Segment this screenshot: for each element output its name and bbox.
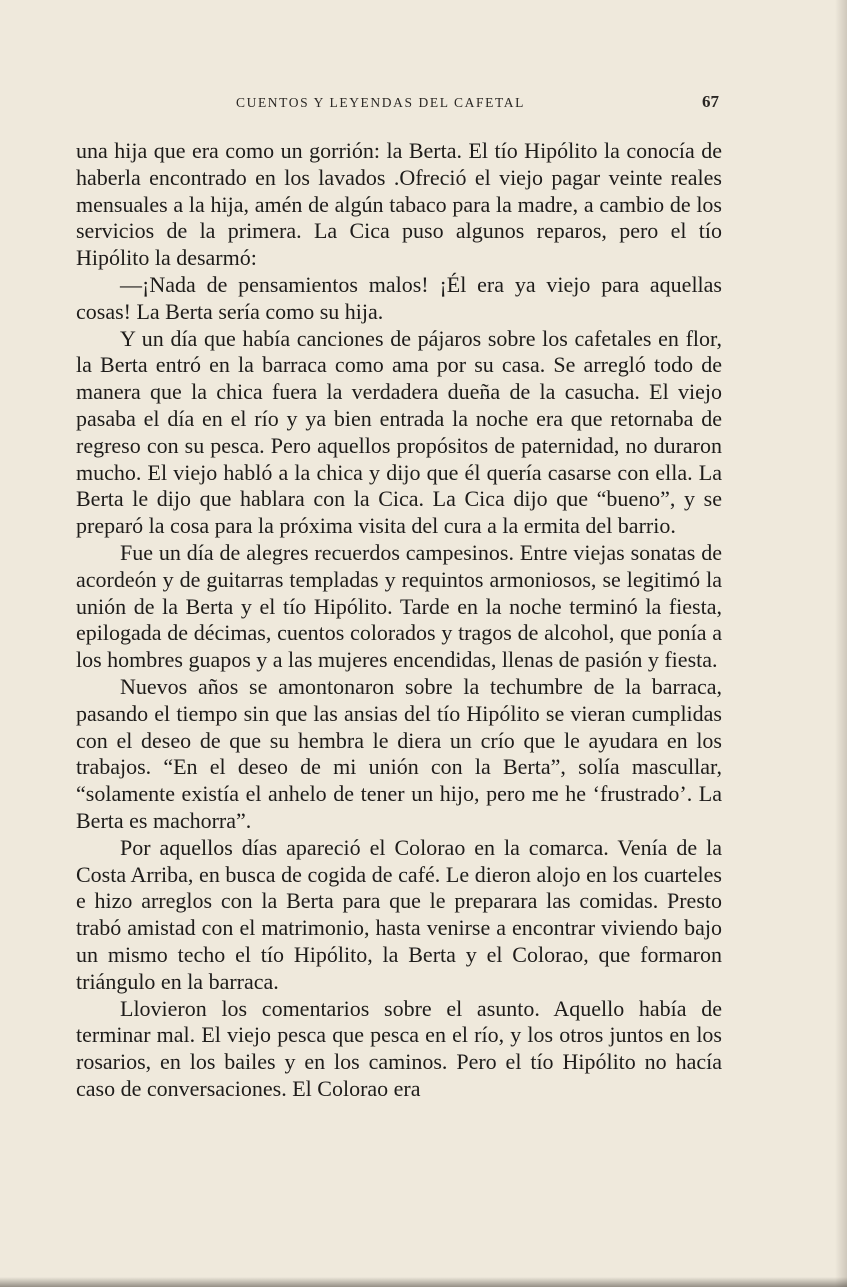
page-edge-shadow [835, 0, 847, 1287]
page-bottom-shadow [0, 1277, 847, 1287]
paragraph: —¡Nada de pensamientos malos! ¡Él era ya viejo para aquellas cosas! La Berta sería como su hija. [76, 271, 722, 324]
paragraph: Por aquellos días apareció el Colorao en la comarca. Venía de la Costa Arriba, en busca de cogida de café. Le dieron alojo en los cuarteles e hizo arreglos con la Berta para que le preparara las comidas. Presto trabó amistad con el matrimonio, hasta venirse a encontrar viviendo bajo un mismo techo el tío Hipólito, la Berta y el Colorao, que formaron triángulo en la barraca. [76, 834, 722, 994]
page-number: 67 [702, 92, 719, 111]
paragraph: Fue un día de alegres recuerdos campesinos. Entre viejas sonatas de acordeón y de guitarras templadas y requintos armoniosos, se legitimó la unión de la Berta y el tío Hipólito. Tarde en la noche terminó la fiesta, epilogada de décimas, cuentos colorados y tragos de alcohol, que ponía a los hombres guapos y a las mujeres encendidas, llenas de pasión y fiesta. [76, 539, 722, 673]
paragraph: una hija que era como un gorrión: la Berta. El tío Hipólito la conocía de haberla encontrado en los lavados .Ofreció el viejo pagar veinte reales mensuales a la hija, amén de algún tabaco para la madre, a cambio de los servicios de la primera. La Cica puso algunos reparos, pero el tío Hipólito la desarmó: [76, 138, 722, 271]
paragraph: Nuevos años se amontonaron sobre la techumbre de la barraca, pasando el tiempo sin que las ansias del tío Hipólito se vieran cumplidas con el deseo de que su hembra le diera un crío que le ayudara en los trabajos. “En el deseo de mi unión con la Berta”, solía mascullar, “solamente existía el anhelo de tener un hijo, pero me he ‘frustrado’. La Berta es machorra”. [76, 673, 722, 833]
paragraph: Llovieron los comentarios sobre el asunto. Aquello había de terminar mal. El viejo pesca que pesca en el río, y los otros juntos en los rosarios, en los bailes y en los caminos. Pero el tío Hipólito no hacía caso de conversaciones. El Colorao era [76, 995, 722, 1101]
paragraph: Y un día que había canciones de pájaros sobre los cafetales en flor, la Berta entró en la barraca como ama por su casa. Se arregló todo de manera que la chica fuera la verdadera dueña de la casucha. El viejo pasaba el día en el río y ya bien entrada la noche era que retornaba de regreso con su pesca. Pero aquellos propósitos de paternidad, no duraron mucho. El viejo habló a la chica y dijo que él quería casarse con ella. La Berta le dijo que hablara con la Cica. La Cica dijo que “bueno”, y se preparó la cosa para la próxima visita del cura a la ermita del barrio. [76, 325, 722, 539]
body-text [76, 138, 722, 1103]
running-title: CUENTOS Y LEYENDAS DEL CAFETAL [236, 95, 525, 110]
page-header [0, 93, 847, 117]
